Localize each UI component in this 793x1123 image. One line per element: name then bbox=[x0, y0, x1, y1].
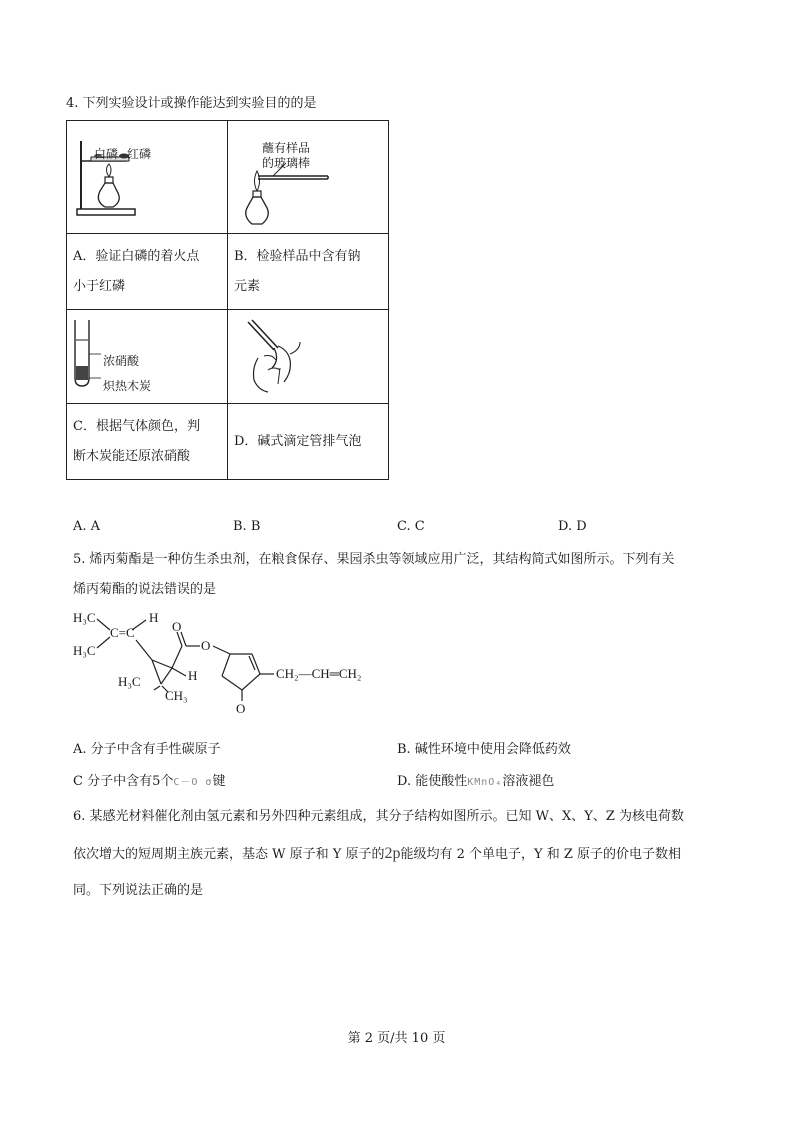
label-red-phosphorus: 红磷 bbox=[127, 147, 152, 161]
caption-d bbox=[228, 404, 389, 480]
q5-option-a: A. 分子中含有手性碳原子 bbox=[73, 742, 221, 757]
caption-c bbox=[67, 404, 228, 480]
caption-a-line-2: 小于红磷 bbox=[73, 278, 126, 294]
figure-a-cell bbox=[67, 121, 228, 234]
caption-a-line-1: A．验证白磷的着火点 bbox=[73, 248, 200, 264]
caption-a bbox=[67, 234, 228, 310]
label-o-carbonyl: O bbox=[172, 619, 182, 634]
q6-line-2-suffix: 能级均有 2 个单电子，Y 和 Z 原子的价电子数相 bbox=[400, 847, 682, 862]
caption-c-line-1: C．根据气体颜色，判 bbox=[73, 418, 200, 434]
q5-option-d bbox=[397, 770, 554, 789]
label-allyl-side-chain: CH₂—CH═CH₂ bbox=[276, 666, 362, 681]
c-o-sigma-formula: C－O σ bbox=[173, 777, 213, 788]
label-h-top: H bbox=[149, 610, 159, 625]
q5-option-c-suffix: 键 bbox=[212, 774, 226, 789]
page-footer: 第 2 页/共 10 页 bbox=[347, 1031, 446, 1046]
label-glass-rod-1: 蘸有样品 bbox=[262, 141, 311, 155]
label-white-phosphorus: 白磷 bbox=[94, 147, 119, 161]
figure-d-burette-hands bbox=[228, 310, 376, 403]
caption-b-line-1: B．检验样品中含有钠 bbox=[234, 248, 361, 264]
q5-structure-bonds bbox=[70, 606, 380, 718]
label-h3c-top: H₃C bbox=[73, 610, 96, 625]
q5-structure-formula bbox=[70, 606, 380, 718]
q5-option-c-text: C 分子中含有5个 bbox=[73, 774, 174, 789]
kmno4-formula: KMnO₄ bbox=[467, 777, 503, 788]
caption-b-line-2: 元素 bbox=[234, 278, 261, 294]
figure-b-cell bbox=[228, 121, 389, 234]
label-glass-rod-2: 的玻璃棒 bbox=[262, 156, 311, 170]
caption-d-line-1: D．碱式滴定管排气泡 bbox=[234, 433, 362, 449]
label-h3c-bottom: H₃C bbox=[118, 674, 141, 689]
figure-c-cell bbox=[67, 310, 228, 404]
q4-option-a: A. A bbox=[73, 519, 101, 534]
q6-line-2-text: 依次增大的短周期主族元素，基态 W 原子和 Y 原子的 bbox=[73, 847, 385, 862]
label-hot-charcoal: 炽热木炭 bbox=[103, 379, 152, 393]
q5-stem-line-1: 5. 烯丙菊酯是一种仿生杀虫剂，在粮食保存、果园杀虫等领域应用广泛，其结构简式如图所示。下列有关 bbox=[73, 552, 675, 567]
caption-b bbox=[228, 234, 389, 310]
caption-c-line-2: 断木炭能还原浓硝酸 bbox=[73, 448, 191, 464]
q5-option-d-text: D. 能使酸性 bbox=[397, 774, 468, 789]
q4-stem: 4. 下列实验设计或操作能达到实验目的的是 bbox=[66, 96, 317, 111]
q5-stem-line-2: 烯丙菊酯的说法错误的是 bbox=[73, 582, 217, 597]
2p-orbital-formula: 2p bbox=[384, 845, 401, 862]
label-h3c-mid: H₃C bbox=[73, 643, 96, 658]
q4-experiment-table bbox=[66, 120, 389, 480]
label-ch3: CH₃ bbox=[165, 688, 188, 703]
label-double-bond-cc: C=C bbox=[110, 625, 135, 640]
q4-option-d: D. D bbox=[558, 519, 587, 534]
figure-d-cell bbox=[228, 310, 389, 404]
label-conc-nitric-acid: 浓硝酸 bbox=[103, 354, 140, 368]
label-h-ring: H bbox=[188, 668, 198, 683]
label-o-ketone: O bbox=[236, 701, 246, 716]
q4-option-b: B. B bbox=[233, 519, 261, 534]
q6-line-1: 6. 某感光材料催化剂由氢元素和另外四种元素组成，其分子结构如图所示。已知 W、X、Y、Z 为核电荷数 bbox=[73, 809, 685, 824]
q6-line-3: 同。下列说法正确的是 bbox=[73, 883, 204, 898]
q4-option-c: C. C bbox=[397, 519, 425, 534]
q6-line-2 bbox=[73, 839, 681, 870]
figure-a-apparatus bbox=[67, 121, 215, 233]
q5-option-c bbox=[73, 770, 225, 789]
q5-option-d-suffix: 溶液褪色 bbox=[502, 774, 555, 789]
q5-option-b: B. 碱性环境中使用会降低药效 bbox=[397, 742, 571, 757]
label-o-ester: O bbox=[201, 638, 211, 653]
